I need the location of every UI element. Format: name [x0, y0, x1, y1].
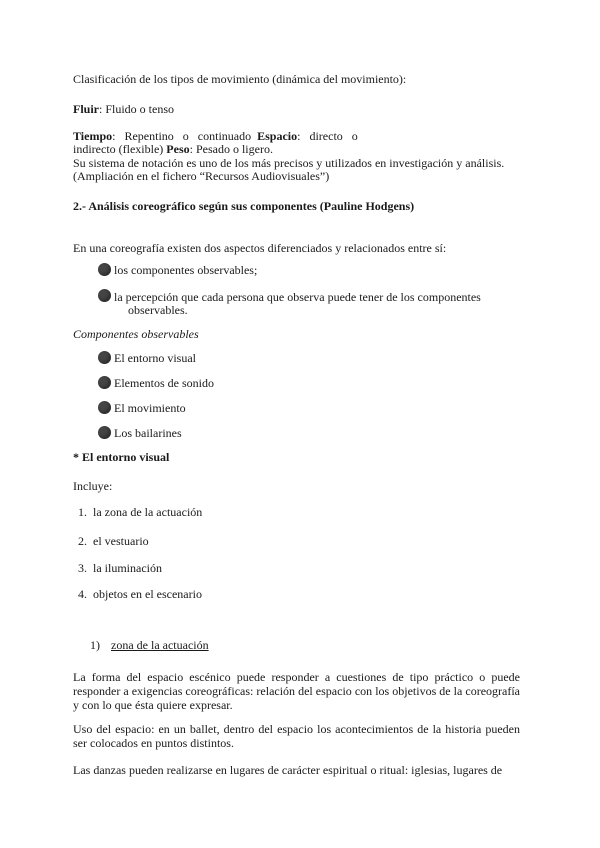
- componente-item: El entorno visual: [114, 351, 196, 365]
- fluir-line: [73, 102, 174, 116]
- aspecto-item: los componentes observables;: [114, 263, 258, 277]
- espacio-label: Espacio: [257, 129, 298, 143]
- incluye-item: 4. objetos en el escenario: [78, 587, 202, 601]
- paragraph-3: Las danzas pueden realizarse en lugares de carácter espiritual o ritual: iglesias, lugares de: [73, 763, 503, 777]
- bullet-icon: [98, 351, 111, 364]
- fluir-label: Fluir: [73, 102, 99, 116]
- section-heading: 2.- Análisis coreográfico según sus componentes (Pauline Hodgens): [73, 199, 415, 213]
- aspecto-item: la percepción que cada persona que observa puede tener de los componentes: [114, 290, 481, 304]
- bullet-icon: [98, 263, 111, 276]
- ampliacion-text: (Ampliación en el fichero “Recursos Audiovisuales”): [73, 169, 330, 183]
- tiempo-line: [73, 129, 358, 143]
- paragraph-2: [73, 722, 520, 750]
- peso-line: [73, 142, 273, 156]
- aspecto-item-continuation: observables.: [128, 303, 188, 317]
- incluye-text: Incluye:: [73, 479, 113, 493]
- indirecto-text: indirecto (flexible): [73, 142, 167, 156]
- componente-item: Los bailarines: [114, 426, 182, 440]
- peso-text: : Pesado o ligero.: [189, 142, 273, 156]
- tiempo-text: : Repentino o continuado: [112, 129, 258, 143]
- bullet-icon: [98, 289, 111, 302]
- clasificacion-text: Clasificación de los tipos de movimiento (dinámica del movimiento):: [73, 72, 407, 86]
- incluye-item: 1. la zona de la actuación: [78, 505, 203, 519]
- componente-item: Elementos de sonido: [114, 376, 214, 390]
- sub-title: zona de la actuación: [111, 638, 209, 652]
- paragraph-1-text: La forma del espacio escénico puede responder a cuestiones de tipo práctico o puede responder a exigencias coreográficas: relación del espacio con los objetivos de la coreografía y con lo que ésta quiere expresar.: [73, 670, 520, 712]
- entorno-heading: * El entorno visual: [73, 450, 170, 464]
- peso-label: Peso: [166, 142, 190, 156]
- paragraph-1: [73, 670, 520, 712]
- incluye-item: 3. la iluminación: [78, 561, 162, 575]
- intro-text: En una coreografía existen dos aspectos diferenciados y relacionados entre sí:: [73, 241, 447, 255]
- bullet-icon: [98, 401, 111, 414]
- sistema-text: Su sistema de notación es uno de los más precisos y utilizados en investigación y análisis.: [73, 156, 505, 170]
- componentes-title: Componentes observables: [73, 327, 199, 341]
- tiempo-label: Tiempo: [73, 129, 113, 143]
- fluir-text: : Fluido o tenso: [99, 102, 175, 116]
- bullet-icon: [98, 426, 111, 439]
- componente-item: El movimiento: [114, 401, 186, 415]
- bullet-icon: [98, 376, 111, 389]
- paragraph-2-text: Uso del espacio: en un ballet, dentro del espacio los acontecimientos de la historia pueden ser colocados en puntos distintos.: [73, 722, 520, 750]
- incluye-item: 2. el vestuario: [78, 534, 149, 548]
- espacio-text: : directo o: [297, 129, 358, 143]
- sub-number: 1): [90, 638, 100, 652]
